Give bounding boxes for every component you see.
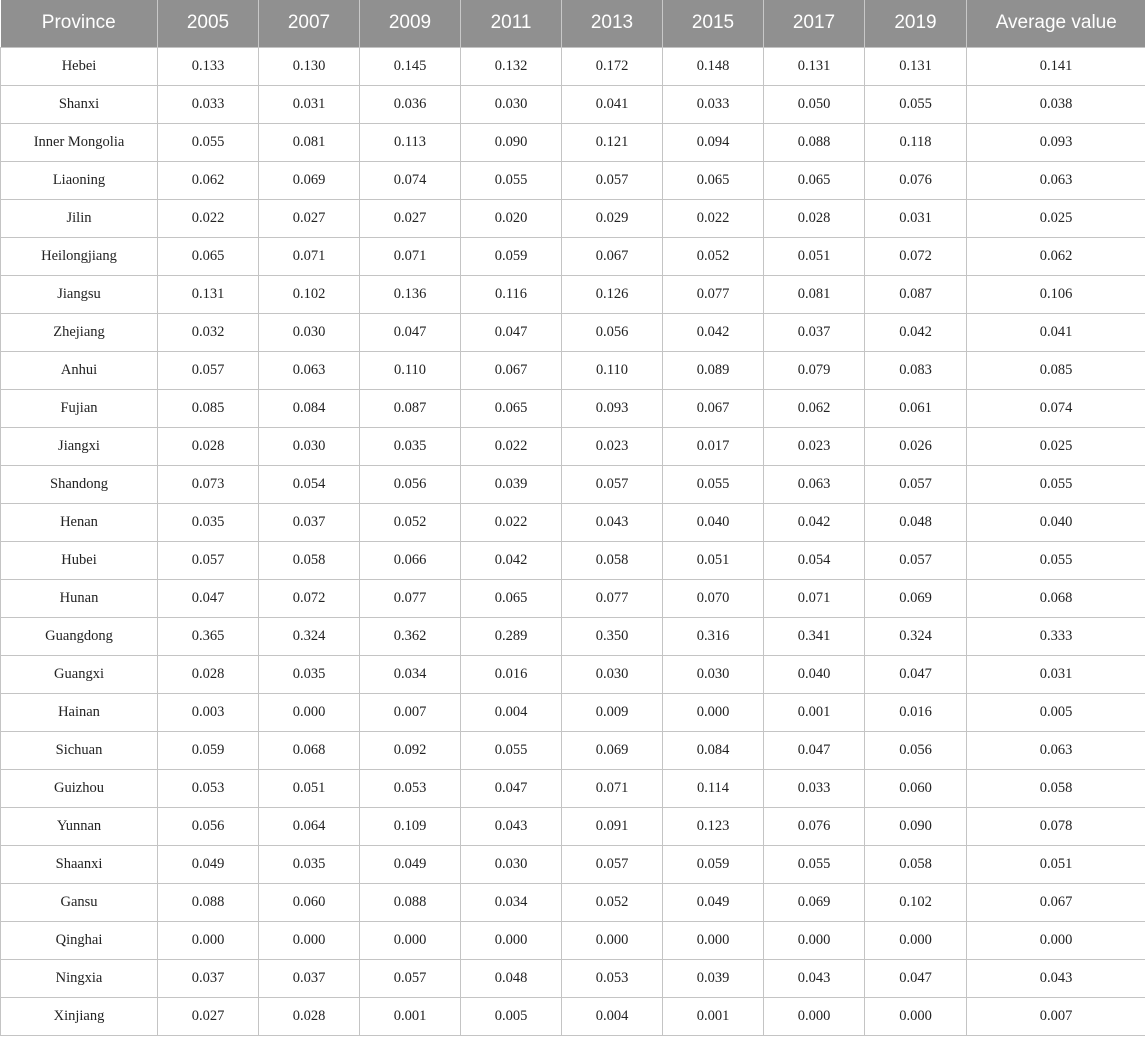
province-cell: Inner Mongolia bbox=[1, 123, 158, 161]
value-cell: 0.057 bbox=[865, 465, 967, 503]
value-cell: 0.020 bbox=[461, 199, 562, 237]
value-cell: 0.065 bbox=[461, 389, 562, 427]
value-cell: 0.042 bbox=[865, 313, 967, 351]
province-cell: Sichuan bbox=[1, 731, 158, 769]
value-cell: 0.056 bbox=[158, 807, 259, 845]
value-cell: 0.126 bbox=[562, 275, 663, 313]
value-cell: 0.051 bbox=[967, 845, 1145, 883]
value-cell: 0.049 bbox=[158, 845, 259, 883]
value-cell: 0.063 bbox=[967, 161, 1145, 199]
value-cell: 0.063 bbox=[259, 351, 360, 389]
value-cell: 0.085 bbox=[158, 389, 259, 427]
value-cell: 0.040 bbox=[663, 503, 764, 541]
value-cell: 0.016 bbox=[865, 693, 967, 731]
value-cell: 0.032 bbox=[158, 313, 259, 351]
value-cell: 0.052 bbox=[360, 503, 461, 541]
value-cell: 0.056 bbox=[562, 313, 663, 351]
table-row bbox=[1, 47, 1145, 85]
value-cell: 0.088 bbox=[360, 883, 461, 921]
value-cell: 0.057 bbox=[562, 845, 663, 883]
value-cell: 0.054 bbox=[764, 541, 865, 579]
value-cell: 0.007 bbox=[360, 693, 461, 731]
value-cell: 0.030 bbox=[663, 655, 764, 693]
value-cell: 0.035 bbox=[158, 503, 259, 541]
value-cell: 0.034 bbox=[360, 655, 461, 693]
value-cell: 0.068 bbox=[967, 579, 1145, 617]
value-cell: 0.074 bbox=[967, 389, 1145, 427]
value-cell: 0.007 bbox=[967, 997, 1145, 1035]
value-cell: 0.000 bbox=[764, 997, 865, 1035]
table-row bbox=[1, 921, 1145, 959]
value-cell: 0.055 bbox=[967, 541, 1145, 579]
province-cell: Shanxi bbox=[1, 85, 158, 123]
value-cell: 0.057 bbox=[562, 465, 663, 503]
value-cell: 0.053 bbox=[562, 959, 663, 997]
value-cell: 0.023 bbox=[562, 427, 663, 465]
value-cell: 0.110 bbox=[360, 351, 461, 389]
value-cell: 0.077 bbox=[360, 579, 461, 617]
value-cell: 0.041 bbox=[562, 85, 663, 123]
table-row bbox=[1, 997, 1145, 1035]
value-cell: 0.047 bbox=[461, 769, 562, 807]
value-cell: 0.081 bbox=[259, 123, 360, 161]
value-cell: 0.059 bbox=[158, 731, 259, 769]
province-cell: Guizhou bbox=[1, 769, 158, 807]
header-row bbox=[1, 0, 1145, 47]
value-cell: 0.047 bbox=[865, 655, 967, 693]
value-cell: 0.064 bbox=[259, 807, 360, 845]
value-cell: 0.034 bbox=[461, 883, 562, 921]
table-header bbox=[1, 0, 1145, 47]
value-cell: 0.071 bbox=[259, 237, 360, 275]
value-cell: 0.088 bbox=[764, 123, 865, 161]
province-cell: Hebei bbox=[1, 47, 158, 85]
value-cell: 0.092 bbox=[360, 731, 461, 769]
province-cell: Hainan bbox=[1, 693, 158, 731]
value-cell: 0.037 bbox=[158, 959, 259, 997]
value-cell: 0.000 bbox=[967, 921, 1145, 959]
value-cell: 0.341 bbox=[764, 617, 865, 655]
value-cell: 0.087 bbox=[360, 389, 461, 427]
value-cell: 0.055 bbox=[865, 85, 967, 123]
value-cell: 0.102 bbox=[865, 883, 967, 921]
value-cell: 0.035 bbox=[259, 655, 360, 693]
value-cell: 0.029 bbox=[562, 199, 663, 237]
value-cell: 0.047 bbox=[158, 579, 259, 617]
value-cell: 0.063 bbox=[967, 731, 1145, 769]
value-cell: 0.030 bbox=[461, 845, 562, 883]
value-cell: 0.004 bbox=[461, 693, 562, 731]
value-cell: 0.093 bbox=[562, 389, 663, 427]
value-cell: 0.055 bbox=[764, 845, 865, 883]
value-cell: 0.078 bbox=[967, 807, 1145, 845]
value-cell: 0.067 bbox=[663, 389, 764, 427]
province-cell: Zhejiang bbox=[1, 313, 158, 351]
value-cell: 0.031 bbox=[967, 655, 1145, 693]
value-cell: 0.051 bbox=[663, 541, 764, 579]
value-cell: 0.071 bbox=[360, 237, 461, 275]
value-cell: 0.089 bbox=[663, 351, 764, 389]
value-cell: 0.077 bbox=[663, 275, 764, 313]
value-cell: 0.000 bbox=[663, 693, 764, 731]
table-row bbox=[1, 161, 1145, 199]
value-cell: 0.133 bbox=[158, 47, 259, 85]
value-cell: 0.031 bbox=[865, 199, 967, 237]
value-cell: 0.001 bbox=[663, 997, 764, 1035]
value-cell: 0.033 bbox=[764, 769, 865, 807]
value-cell: 0.038 bbox=[967, 85, 1145, 123]
value-cell: 0.058 bbox=[562, 541, 663, 579]
value-cell: 0.062 bbox=[967, 237, 1145, 275]
value-cell: 0.365 bbox=[158, 617, 259, 655]
province-cell: Shandong bbox=[1, 465, 158, 503]
value-cell: 0.000 bbox=[562, 921, 663, 959]
value-cell: 0.033 bbox=[158, 85, 259, 123]
value-cell: 0.028 bbox=[158, 427, 259, 465]
table-row bbox=[1, 351, 1145, 389]
table-row bbox=[1, 731, 1145, 769]
value-cell: 0.000 bbox=[663, 921, 764, 959]
value-cell: 0.043 bbox=[562, 503, 663, 541]
value-cell: 0.063 bbox=[764, 465, 865, 503]
table-row bbox=[1, 503, 1145, 541]
value-cell: 0.083 bbox=[865, 351, 967, 389]
province-cell: Ningxia bbox=[1, 959, 158, 997]
value-cell: 0.077 bbox=[562, 579, 663, 617]
value-cell: 0.005 bbox=[967, 693, 1145, 731]
value-cell: 0.055 bbox=[461, 161, 562, 199]
value-cell: 0.116 bbox=[461, 275, 562, 313]
table-row bbox=[1, 617, 1145, 655]
value-cell: 0.058 bbox=[259, 541, 360, 579]
table-row bbox=[1, 199, 1145, 237]
value-cell: 0.055 bbox=[158, 123, 259, 161]
table-row bbox=[1, 237, 1145, 275]
value-cell: 0.090 bbox=[461, 123, 562, 161]
value-cell: 0.054 bbox=[259, 465, 360, 503]
value-cell: 0.079 bbox=[764, 351, 865, 389]
value-cell: 0.000 bbox=[865, 997, 967, 1035]
value-cell: 0.066 bbox=[360, 541, 461, 579]
value-cell: 0.025 bbox=[967, 427, 1145, 465]
value-cell: 0.057 bbox=[158, 541, 259, 579]
value-cell: 0.051 bbox=[764, 237, 865, 275]
value-cell: 0.114 bbox=[663, 769, 764, 807]
column-header: 2007 bbox=[259, 0, 360, 47]
value-cell: 0.025 bbox=[967, 199, 1145, 237]
value-cell: 0.316 bbox=[663, 617, 764, 655]
value-cell: 0.106 bbox=[967, 275, 1145, 313]
value-cell: 0.058 bbox=[967, 769, 1145, 807]
column-header: Average value bbox=[967, 0, 1145, 47]
value-cell: 0.000 bbox=[461, 921, 562, 959]
value-cell: 0.081 bbox=[764, 275, 865, 313]
value-cell: 0.056 bbox=[360, 465, 461, 503]
value-cell: 0.057 bbox=[865, 541, 967, 579]
province-cell: Anhui bbox=[1, 351, 158, 389]
value-cell: 0.040 bbox=[764, 655, 865, 693]
value-cell: 0.039 bbox=[461, 465, 562, 503]
column-header: 2009 bbox=[360, 0, 461, 47]
value-cell: 0.121 bbox=[562, 123, 663, 161]
value-cell: 0.031 bbox=[259, 85, 360, 123]
value-cell: 0.043 bbox=[764, 959, 865, 997]
table-row bbox=[1, 845, 1145, 883]
column-header: 2013 bbox=[562, 0, 663, 47]
value-cell: 0.028 bbox=[764, 199, 865, 237]
value-cell: 0.069 bbox=[865, 579, 967, 617]
value-cell: 0.000 bbox=[259, 921, 360, 959]
value-cell: 0.001 bbox=[360, 997, 461, 1035]
table-row bbox=[1, 769, 1145, 807]
province-cell: Henan bbox=[1, 503, 158, 541]
value-cell: 0.036 bbox=[360, 85, 461, 123]
value-cell: 0.084 bbox=[259, 389, 360, 427]
value-cell: 0.069 bbox=[259, 161, 360, 199]
value-cell: 0.145 bbox=[360, 47, 461, 85]
column-header: 2019 bbox=[865, 0, 967, 47]
value-cell: 0.039 bbox=[663, 959, 764, 997]
value-cell: 0.027 bbox=[259, 199, 360, 237]
value-cell: 0.131 bbox=[865, 47, 967, 85]
table-row bbox=[1, 275, 1145, 313]
value-cell: 0.072 bbox=[259, 579, 360, 617]
value-cell: 0.059 bbox=[461, 237, 562, 275]
value-cell: 0.004 bbox=[562, 997, 663, 1035]
value-cell: 0.049 bbox=[663, 883, 764, 921]
value-cell: 0.057 bbox=[562, 161, 663, 199]
province-cell: Guangdong bbox=[1, 617, 158, 655]
value-cell: 0.042 bbox=[764, 503, 865, 541]
value-cell: 0.132 bbox=[461, 47, 562, 85]
value-cell: 0.040 bbox=[967, 503, 1145, 541]
value-cell: 0.065 bbox=[158, 237, 259, 275]
value-cell: 0.141 bbox=[967, 47, 1145, 85]
table-row bbox=[1, 541, 1145, 579]
value-cell: 0.060 bbox=[259, 883, 360, 921]
column-header: 2011 bbox=[461, 0, 562, 47]
value-cell: 0.289 bbox=[461, 617, 562, 655]
value-cell: 0.057 bbox=[360, 959, 461, 997]
value-cell: 0.055 bbox=[461, 731, 562, 769]
table-row bbox=[1, 85, 1145, 123]
value-cell: 0.048 bbox=[865, 503, 967, 541]
value-cell: 0.070 bbox=[663, 579, 764, 617]
value-cell: 0.050 bbox=[764, 85, 865, 123]
value-cell: 0.047 bbox=[764, 731, 865, 769]
province-cell: Fujian bbox=[1, 389, 158, 427]
value-cell: 0.073 bbox=[158, 465, 259, 503]
value-cell: 0.350 bbox=[562, 617, 663, 655]
table-row bbox=[1, 313, 1145, 351]
value-cell: 0.043 bbox=[461, 807, 562, 845]
value-cell: 0.009 bbox=[562, 693, 663, 731]
table-row bbox=[1, 693, 1145, 731]
value-cell: 0.028 bbox=[158, 655, 259, 693]
value-cell: 0.051 bbox=[259, 769, 360, 807]
value-cell: 0.123 bbox=[663, 807, 764, 845]
value-cell: 0.088 bbox=[158, 883, 259, 921]
province-cell: Heilongjiang bbox=[1, 237, 158, 275]
value-cell: 0.022 bbox=[461, 503, 562, 541]
province-cell: Qinghai bbox=[1, 921, 158, 959]
value-cell: 0.130 bbox=[259, 47, 360, 85]
table-row bbox=[1, 389, 1145, 427]
value-cell: 0.062 bbox=[764, 389, 865, 427]
province-cell: Jiangsu bbox=[1, 275, 158, 313]
province-cell: Gansu bbox=[1, 883, 158, 921]
value-cell: 0.043 bbox=[967, 959, 1145, 997]
table-row bbox=[1, 465, 1145, 503]
value-cell: 0.067 bbox=[967, 883, 1145, 921]
value-cell: 0.069 bbox=[562, 731, 663, 769]
table-body bbox=[1, 47, 1145, 1035]
value-cell: 0.035 bbox=[360, 427, 461, 465]
table-row bbox=[1, 807, 1145, 845]
value-cell: 0.131 bbox=[158, 275, 259, 313]
value-cell: 0.026 bbox=[865, 427, 967, 465]
value-cell: 0.076 bbox=[865, 161, 967, 199]
value-cell: 0.030 bbox=[259, 313, 360, 351]
value-cell: 0.028 bbox=[259, 997, 360, 1035]
value-cell: 0.053 bbox=[158, 769, 259, 807]
value-cell: 0.022 bbox=[158, 199, 259, 237]
value-cell: 0.102 bbox=[259, 275, 360, 313]
value-cell: 0.071 bbox=[764, 579, 865, 617]
value-cell: 0.094 bbox=[663, 123, 764, 161]
value-cell: 0.055 bbox=[663, 465, 764, 503]
value-cell: 0.067 bbox=[461, 351, 562, 389]
value-cell: 0.087 bbox=[865, 275, 967, 313]
value-cell: 0.030 bbox=[562, 655, 663, 693]
value-cell: 0.047 bbox=[461, 313, 562, 351]
value-cell: 0.001 bbox=[764, 693, 865, 731]
value-cell: 0.072 bbox=[865, 237, 967, 275]
value-cell: 0.017 bbox=[663, 427, 764, 465]
value-cell: 0.027 bbox=[158, 997, 259, 1035]
value-cell: 0.052 bbox=[663, 237, 764, 275]
value-cell: 0.048 bbox=[461, 959, 562, 997]
table-row bbox=[1, 123, 1145, 161]
value-cell: 0.085 bbox=[967, 351, 1145, 389]
value-cell: 0.005 bbox=[461, 997, 562, 1035]
value-cell: 0.042 bbox=[663, 313, 764, 351]
table-row bbox=[1, 883, 1145, 921]
value-cell: 0.333 bbox=[967, 617, 1145, 655]
value-cell: 0.110 bbox=[562, 351, 663, 389]
value-cell: 0.148 bbox=[663, 47, 764, 85]
value-cell: 0.037 bbox=[259, 959, 360, 997]
province-cell: Jiangxi bbox=[1, 427, 158, 465]
value-cell: 0.035 bbox=[259, 845, 360, 883]
value-cell: 0.047 bbox=[360, 313, 461, 351]
value-cell: 0.074 bbox=[360, 161, 461, 199]
value-cell: 0.065 bbox=[663, 161, 764, 199]
value-cell: 0.076 bbox=[764, 807, 865, 845]
value-cell: 0.042 bbox=[461, 541, 562, 579]
value-cell: 0.058 bbox=[865, 845, 967, 883]
value-cell: 0.055 bbox=[967, 465, 1145, 503]
value-cell: 0.000 bbox=[360, 921, 461, 959]
value-cell: 0.016 bbox=[461, 655, 562, 693]
table-row bbox=[1, 427, 1145, 465]
value-cell: 0.037 bbox=[259, 503, 360, 541]
value-cell: 0.061 bbox=[865, 389, 967, 427]
value-cell: 0.065 bbox=[461, 579, 562, 617]
value-cell: 0.093 bbox=[967, 123, 1145, 161]
value-cell: 0.022 bbox=[663, 199, 764, 237]
value-cell: 0.091 bbox=[562, 807, 663, 845]
value-cell: 0.068 bbox=[259, 731, 360, 769]
value-cell: 0.062 bbox=[158, 161, 259, 199]
province-cell: Shaanxi bbox=[1, 845, 158, 883]
value-cell: 0.060 bbox=[865, 769, 967, 807]
value-cell: 0.053 bbox=[360, 769, 461, 807]
province-cell: Yunnan bbox=[1, 807, 158, 845]
value-cell: 0.041 bbox=[967, 313, 1145, 351]
value-cell: 0.109 bbox=[360, 807, 461, 845]
value-cell: 0.052 bbox=[562, 883, 663, 921]
value-cell: 0.000 bbox=[764, 921, 865, 959]
value-cell: 0.033 bbox=[663, 85, 764, 123]
value-cell: 0.047 bbox=[865, 959, 967, 997]
province-cell: Hubei bbox=[1, 541, 158, 579]
column-header: 2005 bbox=[158, 0, 259, 47]
province-cell: Xinjiang bbox=[1, 997, 158, 1035]
value-cell: 0.037 bbox=[764, 313, 865, 351]
value-cell: 0.000 bbox=[259, 693, 360, 731]
value-cell: 0.324 bbox=[259, 617, 360, 655]
column-header: 2015 bbox=[663, 0, 764, 47]
province-cell: Liaoning bbox=[1, 161, 158, 199]
value-cell: 0.056 bbox=[865, 731, 967, 769]
value-cell: 0.057 bbox=[158, 351, 259, 389]
province-cell: Jilin bbox=[1, 199, 158, 237]
value-cell: 0.113 bbox=[360, 123, 461, 161]
column-header: 2017 bbox=[764, 0, 865, 47]
value-cell: 0.172 bbox=[562, 47, 663, 85]
value-cell: 0.030 bbox=[259, 427, 360, 465]
province-cell: Guangxi bbox=[1, 655, 158, 693]
value-cell: 0.027 bbox=[360, 199, 461, 237]
value-cell: 0.003 bbox=[158, 693, 259, 731]
value-cell: 0.000 bbox=[865, 921, 967, 959]
value-cell: 0.136 bbox=[360, 275, 461, 313]
value-cell: 0.090 bbox=[865, 807, 967, 845]
value-cell: 0.022 bbox=[461, 427, 562, 465]
value-cell: 0.084 bbox=[663, 731, 764, 769]
value-cell: 0.023 bbox=[764, 427, 865, 465]
province-cell: Hunan bbox=[1, 579, 158, 617]
value-cell: 0.030 bbox=[461, 85, 562, 123]
value-cell: 0.118 bbox=[865, 123, 967, 161]
value-cell: 0.000 bbox=[158, 921, 259, 959]
value-cell: 0.065 bbox=[764, 161, 865, 199]
value-cell: 0.067 bbox=[562, 237, 663, 275]
column-header-province: Province bbox=[1, 0, 158, 47]
table-row bbox=[1, 959, 1145, 997]
value-cell: 0.049 bbox=[360, 845, 461, 883]
value-cell: 0.131 bbox=[764, 47, 865, 85]
value-cell: 0.324 bbox=[865, 617, 967, 655]
value-cell: 0.071 bbox=[562, 769, 663, 807]
table-row bbox=[1, 579, 1145, 617]
value-cell: 0.069 bbox=[764, 883, 865, 921]
table-row bbox=[1, 655, 1145, 693]
value-cell: 0.362 bbox=[360, 617, 461, 655]
value-cell: 0.059 bbox=[663, 845, 764, 883]
